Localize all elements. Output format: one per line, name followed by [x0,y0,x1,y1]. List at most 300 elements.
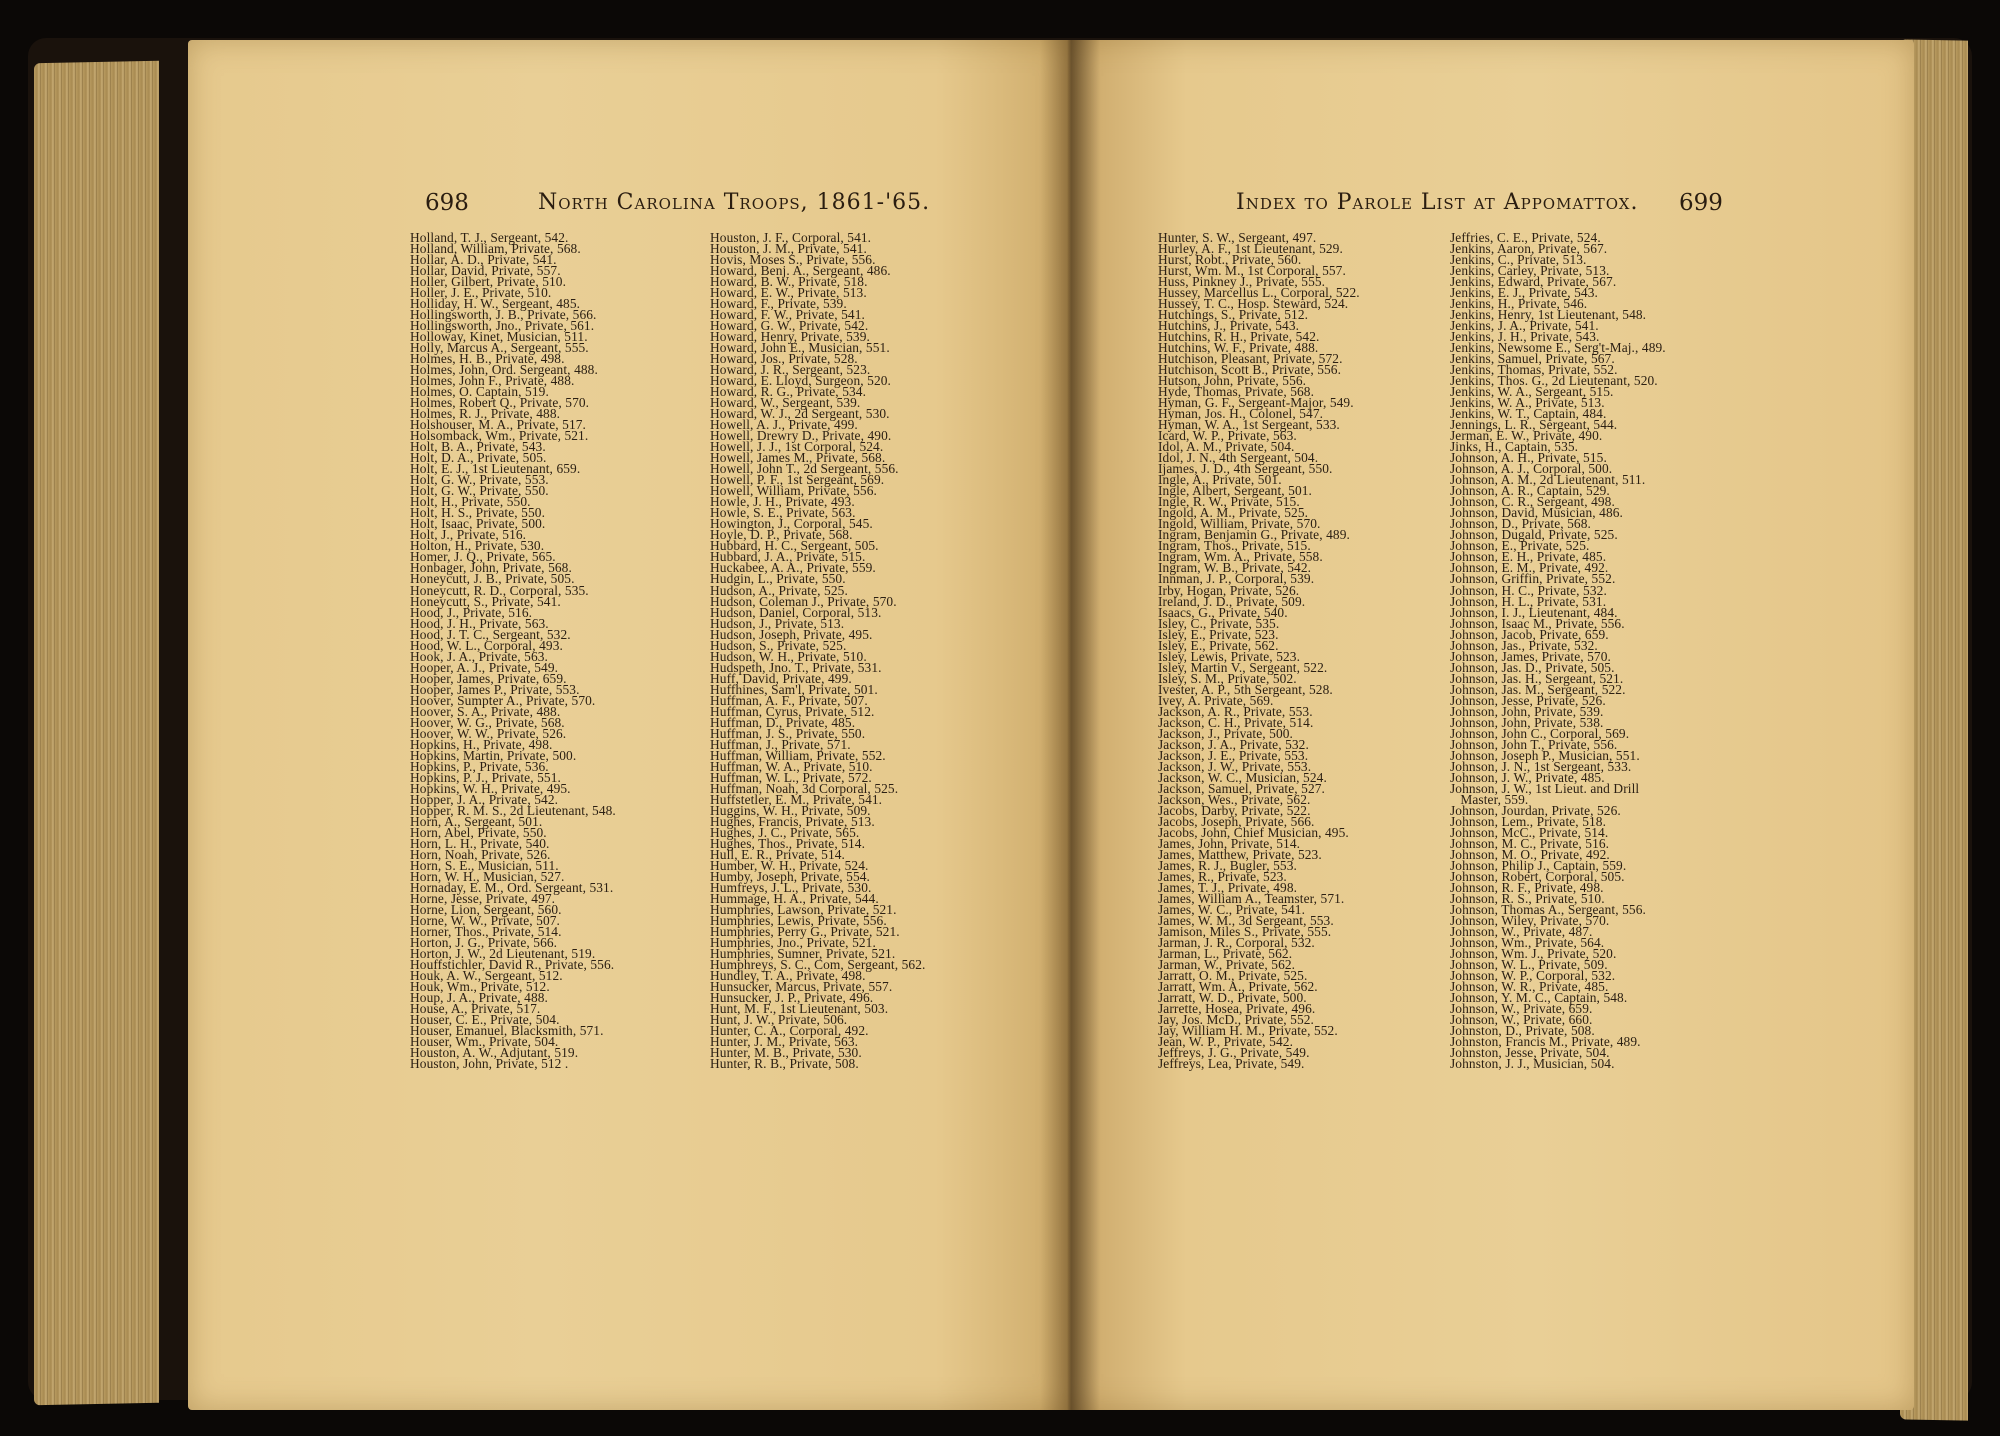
index-entry: Howard, Jos., Private, 528. [710,351,858,367]
index-entry: Johnson, Philip J., Captain, 559. [1450,857,1627,873]
index-entry: Jenkins, C., Private, 513. [1450,252,1587,268]
index-entry: Hudgin, L., Private, 550. [710,571,846,587]
index-entry: Irby, Hogan, Private, 526. [1158,582,1300,598]
index-entry: Hughes, Thos., Private, 514. [710,835,866,851]
index-entry: Johnson, M. C., Private, 516. [1450,835,1610,851]
index-entry: Ijames, J. D., 4th Sergeant, 550. [1158,461,1333,477]
index-entry: Johnson, John C., Corporal, 569. [1450,725,1630,741]
index-entry: Hopkins, W. H., Private, 495. [410,780,571,796]
index-entry: Humphreys, S. C., Com, Sergeant, 562. [710,957,926,973]
index-entry: Hunter, S. W., Sergeant, 497. [1158,230,1317,245]
index-entry: Howard, W., Sergeant, 539. [710,395,861,411]
index-entry: Jerman, E. W., Private, 490. [1450,428,1603,444]
index-entry: Jenkins, Aaron, Private, 567. [1450,241,1608,257]
index-entry: Jenkins, J. H., Private, 543. [1450,329,1600,345]
index-entry: Isley, C., Private, 535. [1158,615,1280,631]
index-entry: Holliday, H. W., Sergeant, 485. [410,296,581,312]
index-entry: Houffstichler, David R., Private, 556. [410,957,615,973]
index-entry: Hudspeth, Jno. T., Private, 531. [710,659,882,675]
index-entry: Houston, John, Private, 512 . [410,1056,569,1072]
index-entry: Ingram, Thos., Private, 515. [1158,538,1311,554]
index-entry: Jarratt, O. M., Private, 525. [1158,968,1308,984]
index-entry: Hussey, T. C., Hosp. Steward, 524. [1158,296,1349,312]
index-entry: Huffhines, Sam'l, Private, 501. [710,681,878,697]
index-entry: Jarrette, Hosea, Private, 496. [1158,1001,1316,1017]
index-entry: Hubbard, J. A., Private, 515. [710,549,866,565]
index-entry: Houston, A. W., Adjutant, 519. [410,1045,579,1061]
index-entry: Johnson, David, Musician, 486. [1450,505,1623,521]
index-entry: Hollingsworth, J. B., Private, 566. [410,307,597,323]
index-entry: Hoover, W. W., Private, 526. [410,725,567,741]
index-entry: Johnson, A. R., Captain, 529. [1450,483,1610,499]
index-entry: Hutchison, Pleasant, Private, 572. [1158,351,1343,367]
index-entry: Hopkins, H., Private, 498. [410,736,553,752]
index-entry: Icard, W. P., Private, 563. [1158,428,1297,444]
index-entry: Jenkins, W. A., Sergeant, 515. [1450,384,1614,400]
index-entry: Hood, J. T. C., Sergeant, 532. [410,626,571,642]
index-entry: Holmes, John F., Private, 488. [410,373,575,389]
index-entry: Jarratt, Wm. A., Private, 562. [1158,979,1318,995]
book-gutter [1040,40,1100,1410]
index-entry: James, Matthew, Private, 523. [1158,846,1322,862]
index-entry: Huffman, Cyrus, Private, 512. [710,703,875,719]
index-entry: Huffstetler, E. M., Private, 541. [710,791,883,807]
index-entry: Johnson, H. C., Private, 532. [1450,582,1607,598]
index-entry: Horne, W. W., Private, 507. [410,912,560,928]
index-entry: Huffman, Noah, 3d Corporal, 525. [710,780,899,796]
index-entry: Johnson, W., Private, 487. [1450,923,1593,939]
index-entry: Johnson, Wiley, Private, 570. [1450,912,1610,928]
index-entry: Howell, John T., 2d Sergeant, 556. [710,461,899,477]
index-entry: Howard, Henry, Private, 539. [710,329,870,345]
index-entry: Jenkins, W. T., Captain, 484. [1450,406,1607,422]
index-entry: James, R., Private, 523. [1158,868,1287,884]
index-entry: Jenkins, Carley, Private, 513. [1450,263,1610,279]
index-entry: Huggins, W. H., Private, 509. [710,802,871,818]
index-entry: Johnson, Joseph P., Musician, 551. [1450,747,1640,763]
index-entry: Hudson, W. H., Private, 510. [710,648,867,664]
index-entry: Jenkins, Edward, Private, 567. [1450,274,1617,290]
index-entry: Holshouser, M. A., Private, 517. [410,417,586,433]
index-entry: Johnson, Jas. H., Sergeant, 521. [1450,670,1624,686]
index-entry: Johnston, J. J., Musician, 504. [1450,1056,1615,1072]
index-entry: Howell, A. J., Private, 499. [710,417,858,433]
index-entry: Innman, J. P., Corporal, 539. [1158,571,1315,587]
index-entry: Jackson, J., Private, 500. [1158,725,1294,741]
index-entry: Jay, Jos. McD., Private, 552. [1158,1012,1315,1028]
index-entry: Johnson, D., Private, 568. [1450,516,1591,532]
index-entry: Ingold, A. M., Private, 525. [1158,505,1309,521]
index-entry: Howard, E. Lloyd, Surgeon, 520. [710,373,892,389]
index-entry: Johnson, John, Private, 538. [1450,714,1604,730]
index-entry: Hull, E. R., Private, 514. [710,846,846,862]
index-entry: Huffman, W. L., Private, 572. [710,769,872,785]
index-entry: Johnson, Jacob, Private, 659. [1450,626,1609,642]
index-entry: Hoover, W. G., Private, 568. [410,714,565,730]
index-entry: Howle, J. H., Private, 493. [710,494,855,510]
index-entry: Johnson, H. L., Private, 531. [1450,593,1607,609]
left-page [188,40,1068,1410]
index-entry: Johnston, Jesse, Private, 504. [1450,1045,1610,1061]
index-entry: Johnson, A. J., Corporal, 500. [1450,461,1613,477]
index-entry: Holland, T. J., Sergeant, 542. [410,230,569,245]
index-entry: Hopper, R. M. S., 2d Lieutenant, 548. [410,802,616,818]
index-entry: Johnson, Jas., Private, 532. [1450,637,1598,653]
index-entry: Johnson, W. R., Private, 485. [1450,979,1609,995]
right-column-2 [1450,230,1666,1072]
index-entry: Johnson, Jas. D., Private, 505. [1450,659,1615,675]
index-entry: Horne, Jesse, Private, 497. [410,890,556,906]
index-entry: Hutson, John, Private, 556. [1158,373,1307,389]
index-entry: Hyman, G. F., Sergeant-Major, 549. [1158,395,1354,411]
index-entry: Johnson, C. R., Sergeant, 498. [1450,494,1615,510]
index-entry: Hollar, A. D., Private, 541. [410,252,557,268]
index-entry: Holt, H., Private, 550. [410,494,531,510]
index-entry: Humby, Joseph, Private, 554. [710,868,871,884]
index-entry: Humphries, Lawson, Private, 521. [710,901,897,917]
index-entry: Honeycutt, R. D., Corporal, 535. [410,582,589,598]
index-entry: Jenkins, Newsome E., Serg't-Maj., 489. [1450,340,1666,356]
index-entry: Howell, Drewry D., Private, 490. [710,428,892,444]
index-entry: Holler, Gilbert, Private, 510. [410,274,567,290]
index-entry: Hudson, S., Private, 525. [710,637,847,653]
index-entry: Johnson, A. H., Private, 515. [1450,450,1607,466]
index-entry: Holt, J., Private, 516. [410,527,527,543]
index-entry: Hornaday, E. M., Ord. Sergeant, 531. [410,879,614,895]
index-entry: Holsomback, Wm., Private, 521. [410,428,589,444]
index-entry: Idol, A. M., Private, 504. [1158,439,1295,455]
index-entry: Ingle, R. W., Private, 515. [1158,494,1300,510]
index-entry: Hussey, Marcellus L., Corporal, 522. [1158,285,1360,301]
index-entry: Howard, J. R., Sergeant, 523. [710,362,871,378]
index-entry: Homer, J. Q., Private, 565. [410,549,556,565]
index-entry: Johnson, John, Private, 539. [1450,703,1604,719]
index-entry: Johnson, W. L., Private, 509. [1450,957,1608,973]
index-entry: Humber, W. H., Private, 524. [710,857,869,873]
index-entry: Holly, Marcus A., Sergeant, 555. [410,340,589,356]
index-entry: Isaacs, G., Private, 540. [1158,604,1288,620]
index-entry: Ingold, William, Private, 570. [1158,516,1321,532]
index-entry: Johnson, E. H., Private, 485. [1450,549,1607,565]
index-entry: Jacobs, Darby, Private, 522. [1158,802,1311,818]
index-entry: Honbager, John, Private, 568. [410,560,572,576]
index-entry: Johnson, A. M., 2d Lieutenant, 511. [1450,472,1646,488]
index-entry: Howard, F., Private, 539. [710,296,847,312]
index-entry: Isley, Martin V., Sergeant, 522. [1158,659,1328,675]
index-entry: Honeycutt, J. B., Private, 505. [410,571,575,587]
index-entry: Hurley, A. F., 1st Lieutenant, 529. [1158,241,1343,257]
index-entry: Isley, S. M., Private, 502. [1158,670,1297,686]
index-entry: Hood, J. H., Private, 563. [410,615,549,631]
index-entry: Jackson, J. E., Private, 553. [1158,747,1309,763]
index-entry: Johnston, D., Private, 508. [1450,1023,1595,1039]
index-entry: Johnson, Dugald, Private, 525. [1450,527,1618,543]
index-entry: Jeffreys, Lea, Private, 549. [1158,1056,1305,1072]
index-entry: Huffman, A. F., Private, 507. [710,692,868,708]
index-entry: Johnson, Griffin, Private, 552. [1450,571,1616,587]
index-entry: Holt, Isaac, Private, 500. [410,516,546,532]
index-entry: Hurst, Robt., Private, 560. [1158,252,1302,268]
index-entry: Jacobs, Joseph, Private, 566. [1158,813,1315,829]
index-entry: Jenkins, Thomas, Private, 552. [1450,362,1618,378]
index-entry: Howard, R. G., Private, 534. [710,384,867,400]
index-entry: Hudson, A., Private, 525. [710,582,848,598]
index-entry: Hyde, Thomas, Private, 568. [1158,384,1315,400]
index-entry: Holland, William, Private, 568. [410,241,581,257]
index-entry: Holt, E. J., 1st Lieutenant, 659. [410,461,581,477]
index-entry: Johnson, Isaac M., Private, 556. [1450,615,1625,631]
index-entry: Huffman, D., Private, 485. [710,714,856,730]
index-entry: Johnson, J. W., 1st Lieut. and Drill [1450,780,1640,796]
index-entry: House, A., Private, 517. [410,1001,541,1017]
index-entry: Jarman, L., Private, 562. [1158,946,1293,962]
index-entry: Howell, J. J., 1st Corporal, 524. [710,439,884,455]
index-entry: Huff, David, Private, 499. [710,670,852,686]
index-entry: Houston, J. F., Corporal, 541. [710,230,872,245]
index-entry: Hunt, M. F., 1st Lieutenant, 503. [710,1001,889,1017]
index-entry: Holmes, H. B., Private, 498. [410,351,565,367]
index-entry: Hopkins, Martin, Private, 500. [410,747,577,763]
index-entry: Johnson, J. W., Private, 485. [1450,769,1605,785]
index-entry: Horn, Noah, Private, 526. [410,846,551,862]
index-entry: Hook, J. A., Private, 563. [410,648,548,664]
index-entry: Johnson, W., Private, 659. [1450,1001,1593,1017]
index-entry: Houser, C. E., Private, 504. [410,1012,560,1028]
index-entry: Hutchings, S., Private, 512. [1158,307,1309,323]
index-entry: Jacobs, John, Chief Musician, 495. [1158,824,1349,840]
index-entry: Johnson, John T., Private, 556. [1450,736,1618,752]
index-entry: Jackson, A. R., Private, 553. [1158,703,1313,719]
index-entry: Jamison, Miles S., Private, 555. [1158,923,1332,939]
right-running-head: Index to Parole List at Appomattox. [1236,190,1639,215]
index-entry: Ivey, A. Private, 569. [1158,692,1274,708]
index-entry: Johnson, Y. M. C., Captain, 548. [1450,990,1628,1006]
index-entry: Hunt, J. W., Private, 506. [710,1012,848,1028]
index-entry: Hughes, Francis, Private, 513. [710,813,875,829]
index-entry: Hutchins, W. F., Private, 488. [1158,340,1319,356]
index-entry: Humphries, Sumner, Private, 521. [710,946,896,962]
index-entry: Huffman, William, Private, 552. [710,747,886,763]
index-entry: Johnson, W. P., Corporal, 532. [1450,968,1616,984]
index-entry: Houp, J. A., Private, 488. [410,990,548,1006]
index-entry: Hooper, James P., Private, 553. [410,681,580,697]
index-entry: Jackson, J. A., Private, 532. [1158,736,1309,752]
index-entry: Hopper, J. A., Private, 542. [410,791,559,807]
index-entry: Johnson, M. O., Private, 492. [1450,846,1610,862]
index-entry: Jarman, J. R., Corporal, 532. [1158,935,1315,950]
index-entry: Johnson, R. F., Private, 498. [1450,879,1604,895]
index-entry: Hopkins, P., Private, 536. [410,758,549,774]
index-entry: Ireland, J. D., Private, 509. [1158,593,1306,609]
index-entry: Howard, E. W., Private, 513. [710,285,867,301]
index-entry: Jennings, L. R., Sergeant, 544. [1450,417,1618,433]
index-entry: Houser, Wm., Private, 504. [410,1034,559,1050]
index-entry: Horton, J. G., Private, 566. [410,935,558,950]
index-entry: Howell, James M., Private, 568. [710,450,886,466]
index-entry: Johnson, R. S., Private, 510. [1450,890,1605,906]
index-entry: Holmes, John, Ord. Sergeant, 488. [410,362,598,378]
index-entry: Houk, A. W., Sergeant, 512. [410,968,563,984]
index-entry: Holmes, Robert Q., Private, 570. [410,395,590,411]
index-entry: James, William A., Teamster, 571. [1158,890,1345,906]
index-entry: Howington, J., Corporal, 545. [710,516,873,532]
index-entry: Johnson, I. J., Lieutenant, 484. [1450,604,1618,620]
index-entry: Horn, L. H., Private, 540. [410,835,550,851]
index-entry: Ingram, W. B., Private, 542. [1158,560,1312,576]
index-entry: Humphries, Lewis, Private, 556. [710,912,887,928]
left-column-2 [710,230,926,1072]
index-entry: Howard, W. J., 2d Sergeant, 530. [710,406,890,422]
index-entry: James, T. J., Private, 498. [1158,879,1298,895]
index-entry: Hubbard, H. C., Sergeant, 505. [710,538,879,554]
index-entry: Huffman, J. S., Private, 550. [710,725,866,741]
index-entry: Hutchins, R. H., Private, 542. [1158,329,1320,345]
index-entry: Jeffreys, J. G., Private, 549. [1158,1045,1310,1061]
index-entry: Ingle, Albert, Sergeant, 501. [1158,483,1313,499]
left-column-1 [410,230,616,1072]
index-entry: Huffman, W. A., Private, 510. [710,758,873,774]
index-entry: Howard, F. W., Private, 541. [710,307,865,323]
index-entry: Humfreys, J. L., Private, 530. [710,879,872,895]
left-page-edges [34,61,159,1406]
index-entry: Johnson, Wm. J., Private, 520. [1450,946,1617,962]
index-entry: Holloway, Kinet, Musician, 511. [410,329,588,345]
index-entry: Isley, Lewis, Private, 523. [1158,648,1301,664]
right-column-1 [1158,230,1360,1072]
index-entry: Hudson, J., Private, 513. [710,615,845,631]
index-entry: Honeycutt, S., Private, 541. [410,593,561,609]
index-entry: Hoyle, D. P., Private, 568. [710,527,853,543]
index-entry: Hudson, Daniel, Corporal, 513. [710,604,882,620]
index-entry: Horne, Lion, Sergeant, 560. [410,901,562,917]
index-entry: Huckabee, A. A., Private, 559. [710,560,876,576]
index-entry: Horner, Thos., Private, 514. [410,923,562,939]
index-entry: Houser, Emanuel, Blacksmith, 571. [410,1023,604,1039]
index-entry: Howle, S. E., Private, 563. [710,505,856,521]
index-entry: Hooper, James, Private, 659. [410,670,567,686]
index-entry: Johnson, W., Private, 660. [1450,1012,1593,1028]
index-entry: Jenkins, H., Private, 546. [1450,296,1588,312]
index-entry: Hughes, J. C., Private, 565. [710,824,860,840]
index-entry: Howell, P. F., 1st Sergeant, 569. [710,472,885,488]
index-entry: Idol, J. N., 4th Sergeant, 504. [1158,450,1319,466]
index-entry: Hood, J., Private, 516. [410,604,533,620]
index-entry: Johnson, Wm., Private, 564. [1450,935,1605,950]
index-entry: Holmes, R. J., Private, 488. [410,406,561,422]
index-entry: James, John, Private, 514. [1158,835,1301,851]
index-entry: Johnson, McC., Private, 514. [1450,824,1609,840]
index-entry: Johnson, E., Private, 525. [1450,538,1590,554]
index-entry: Hudson, Coleman J., Private, 570. [710,593,897,609]
right-page-number: 699 [1679,190,1723,216]
index-entry: Johnson, James, Private, 570. [1450,648,1611,664]
index-entry: Hooper, A. J., Private, 549. [410,659,559,675]
index-entry: Jenkins, Henry, 1st Lieutenant, 548. [1450,307,1647,323]
index-entry: Ivester, A. P., 5th Sergeant, 528. [1158,681,1333,697]
index-entry: Hurst, Wm. M., 1st Corporal, 557. [1158,263,1346,279]
index-entry: Johnson, Thomas A., Sergeant, 556. [1450,901,1646,917]
index-entry: Johnson, Jourdan, Private, 526. [1450,802,1621,818]
index-entry: Johnson, Lem., Private, 518. [1450,813,1607,829]
index-entry: Humphries, Jno., Private, 521. [710,935,876,950]
index-entry: Horn, S. E., Musician, 511. [410,857,559,873]
index-entry: Johnson, Jas. M., Sergeant, 522. [1450,681,1626,697]
index-entry: Jenkins, Thos. G., 2d Lieutenant, 520. [1450,373,1658,389]
index-entry: Jarratt, W. D., Private, 500. [1158,990,1307,1006]
index-entry: Hunter, R. B., Private, 508. [710,1056,859,1072]
index-entry: Jenkins, Samuel, Private, 567. [1450,351,1615,367]
index-entry: Jackson, Samuel, Private, 527. [1158,780,1326,796]
index-entry: Johnson, Robert, Corporal, 505. [1450,868,1625,884]
index-entry: Jackson, W. C., Musician, 524. [1158,769,1327,785]
index-entry: Jay, William H. M., Private, 552. [1158,1023,1338,1039]
index-entry: Howard, Benj. A., Sergeant, 486. [710,263,891,279]
index-entry: James, R. J., Bugler, 553. [1158,857,1297,873]
index-entry: Jenkins, W. A., Private, 513. [1450,395,1605,411]
index-entry: Hunsucker, J. P., Private, 496. [710,990,874,1006]
left-page-number: 698 [425,190,469,216]
index-entry: Houk, Wm., Private, 512. [410,979,550,995]
index-entry: Johnson, E. M., Private, 492. [1450,560,1609,576]
index-entry: Hopkins, P. J., Private, 551. [410,769,561,785]
index-entry: Horn, Abel, Private, 550. [410,824,547,840]
index-entry: Hoover, S. A., Private, 488. [410,703,561,719]
index-entry: Humphries, Perry G., Private, 521. [710,923,900,939]
index-entry: James, W. M., 3d Sergeant, 553. [1158,912,1334,928]
left-running-head: North Carolina Troops, 1861-'65. [538,190,931,215]
index-entry: Huffman, J., Private, 571. [710,736,851,752]
index-entry: Hutchins, J., Private, 543. [1158,318,1300,334]
index-entry: Johnston, Francis M., Private, 489. [1450,1034,1641,1050]
index-entry: Holler, J. E., Private, 510. [410,285,552,301]
index-entry: Hunter, M. B., Private, 530. [710,1045,862,1061]
index-entry: Master, 559. [1450,791,1529,807]
index-entry: Jean, W. P., Private, 542. [1158,1034,1294,1050]
index-entry: Howard, John E., Musician, 551. [710,340,890,356]
index-entry: Jarman, W., Private, 562. [1158,957,1296,973]
index-entry: Howell, William, Private, 556. [710,483,877,499]
index-entry: Huss, Pinkney J., Private, 555. [1158,274,1326,290]
index-entry: Hunter, C. A., Corporal, 492. [710,1023,869,1039]
index-entry: Hudson, Joseph, Private, 495. [710,626,873,642]
index-entry: Jenkins, J. A., Private, 541. [1450,318,1599,334]
index-entry: Hoover, Sumpter A., Private, 570. [410,692,596,708]
index-entry: Hovis, Moses S., Private, 556. [710,252,876,268]
index-entry: Howard, B. W., Private, 518. [710,274,868,290]
index-entry: Holt, G. W., Private, 553. [410,472,549,488]
index-entry: Horn, W. H., Musician, 527. [410,868,565,884]
index-entry: Ingram, Wm. A., Private, 558. [1158,549,1323,565]
index-entry: Hyman, Jos. H., Colonel, 547. [1158,406,1324,422]
index-entry: Hunter, J. M., Private, 563. [710,1034,859,1050]
index-entry: Jeffries, C. E., Private, 524. [1450,230,1601,245]
index-entry: Jenkins, E. J., Private, 543. [1450,285,1598,301]
index-entry: Holt, G. W., Private, 550. [410,483,549,499]
index-entry: Jinks, H., Captain, 535. [1450,439,1579,455]
index-entry: Jackson, C. H., Private, 514. [1158,714,1314,730]
index-entry: Holton, H., Private, 530. [410,538,545,554]
index-entry: Houston, J. M., Private, 541. [710,241,867,257]
index-entry: Johnson, Jesse, Private, 526. [1450,692,1606,708]
index-entry: Hundley, T. A., Private, 498. [710,968,866,984]
index-entry: Horton, J. W., 2d Lieutenant, 519. [410,946,596,962]
index-entry: Isley, E., Private, 562. [1158,637,1279,653]
index-entry: Hummage, H. A., Private, 544. [710,890,879,906]
index-entry: Hood, W. L., Corporal, 493. [410,637,563,653]
index-entry: James, W. C., Private, 541. [1158,901,1306,917]
index-entry: Hollar, David, Private, 557. [410,263,561,279]
index-entry: Jackson, J. W., Private, 553. [1158,758,1312,774]
